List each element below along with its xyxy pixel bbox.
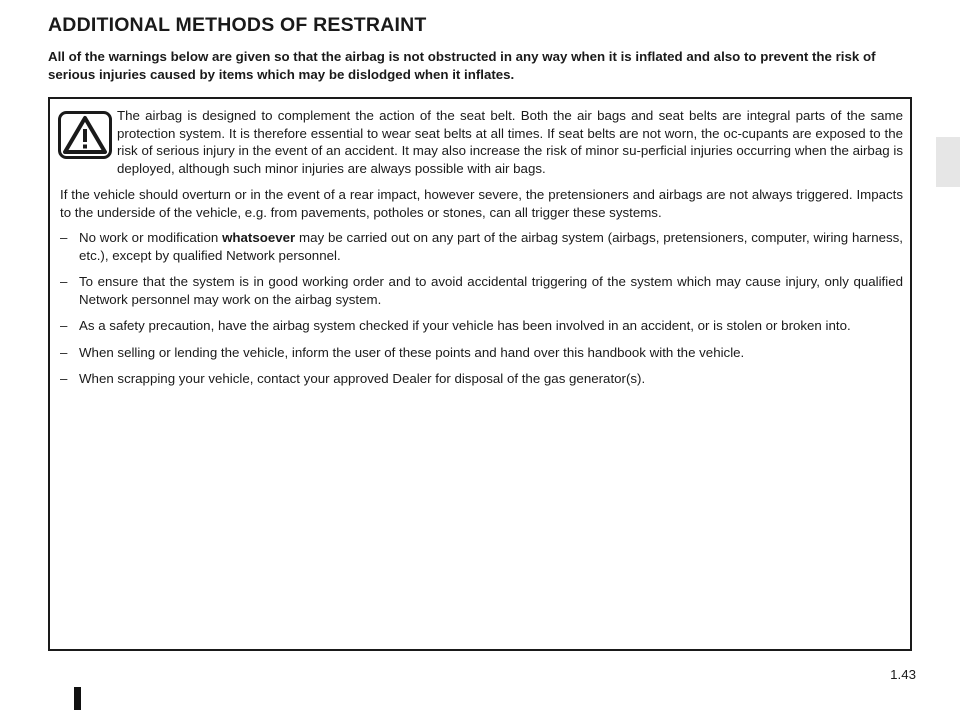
bullet-text: When scrapping your vehicle, contact your approved Dealer for disposal of the gas generator(s).	[79, 371, 646, 386]
section-side-tab	[936, 137, 960, 187]
warning-bullet-list	[60, 229, 903, 397]
page-title: ADDITIONAL METHODS OF RESTRAINT	[48, 14, 427, 36]
warning-paragraph: If the vehicle should overturn or in the event of a rear impact, however severe, the pretensioners and airbags are not always triggered. Impacts to the underside of the vehicle, e.g. from pavements, potholes or stones, can all trigger these systems.	[60, 187, 903, 220]
warning-triangle-icon	[58, 111, 112, 159]
bullet-dash: –	[60, 318, 68, 333]
bullet-dash: –	[60, 230, 68, 245]
bullet-text: As a safety precaution, have the airbag system checked if your vehicle has been involved in an accident, or is stolen or broken into.	[79, 318, 851, 333]
list-item	[60, 317, 903, 335]
list-item	[60, 229, 903, 264]
page-number: 1.43	[890, 667, 916, 682]
list-item	[60, 273, 903, 308]
bullet-text-post: may be carried out on any part of the airbag system (airbags, pretensioners, computer, wiring harness, etc.), except by qualified Network personnel.	[79, 230, 903, 263]
corner-mark	[74, 687, 81, 710]
warning-lead-text: The airbag is designed to complement the action of the seat belt. Both the air bags and seat belts are integral parts of the same protection system. It is therefore essential to wear seat belts at all times. If seat belts are not worn, the oc-cupants are exposed to the risk of serious injury in the event of an accident. It may also increase the risk of minor su-perficial injuries occurring when the airbag is deployed, although such minor injuries are always possible with air bags.	[117, 108, 903, 176]
bullet-text-bold: whatsoever	[222, 230, 296, 245]
bullet-dash: –	[60, 344, 68, 360]
bullet-text-pre: No work or modification	[79, 230, 223, 245]
intro-text: All of the warnings below are given so that the airbag is not obstructed in any way when it is inflated and also to prevent the risk of serious injuries caused by items which may be dislodged when it inflates.	[48, 49, 876, 82]
bullet-dash: –	[60, 274, 68, 289]
list-item	[60, 370, 903, 388]
bullet-text: To ensure that the system is in good working order and to avoid accidental triggering of the system which may cause injury, only qualified Network personnel may work on the airbag system.	[79, 274, 903, 307]
bullet-text: When selling or lending the vehicle, inform the user of these points and hand over this handbook with the vehicle.	[79, 344, 745, 360]
warning-box	[48, 97, 912, 651]
bullet-dash: –	[60, 371, 68, 386]
list-item	[60, 344, 903, 362]
